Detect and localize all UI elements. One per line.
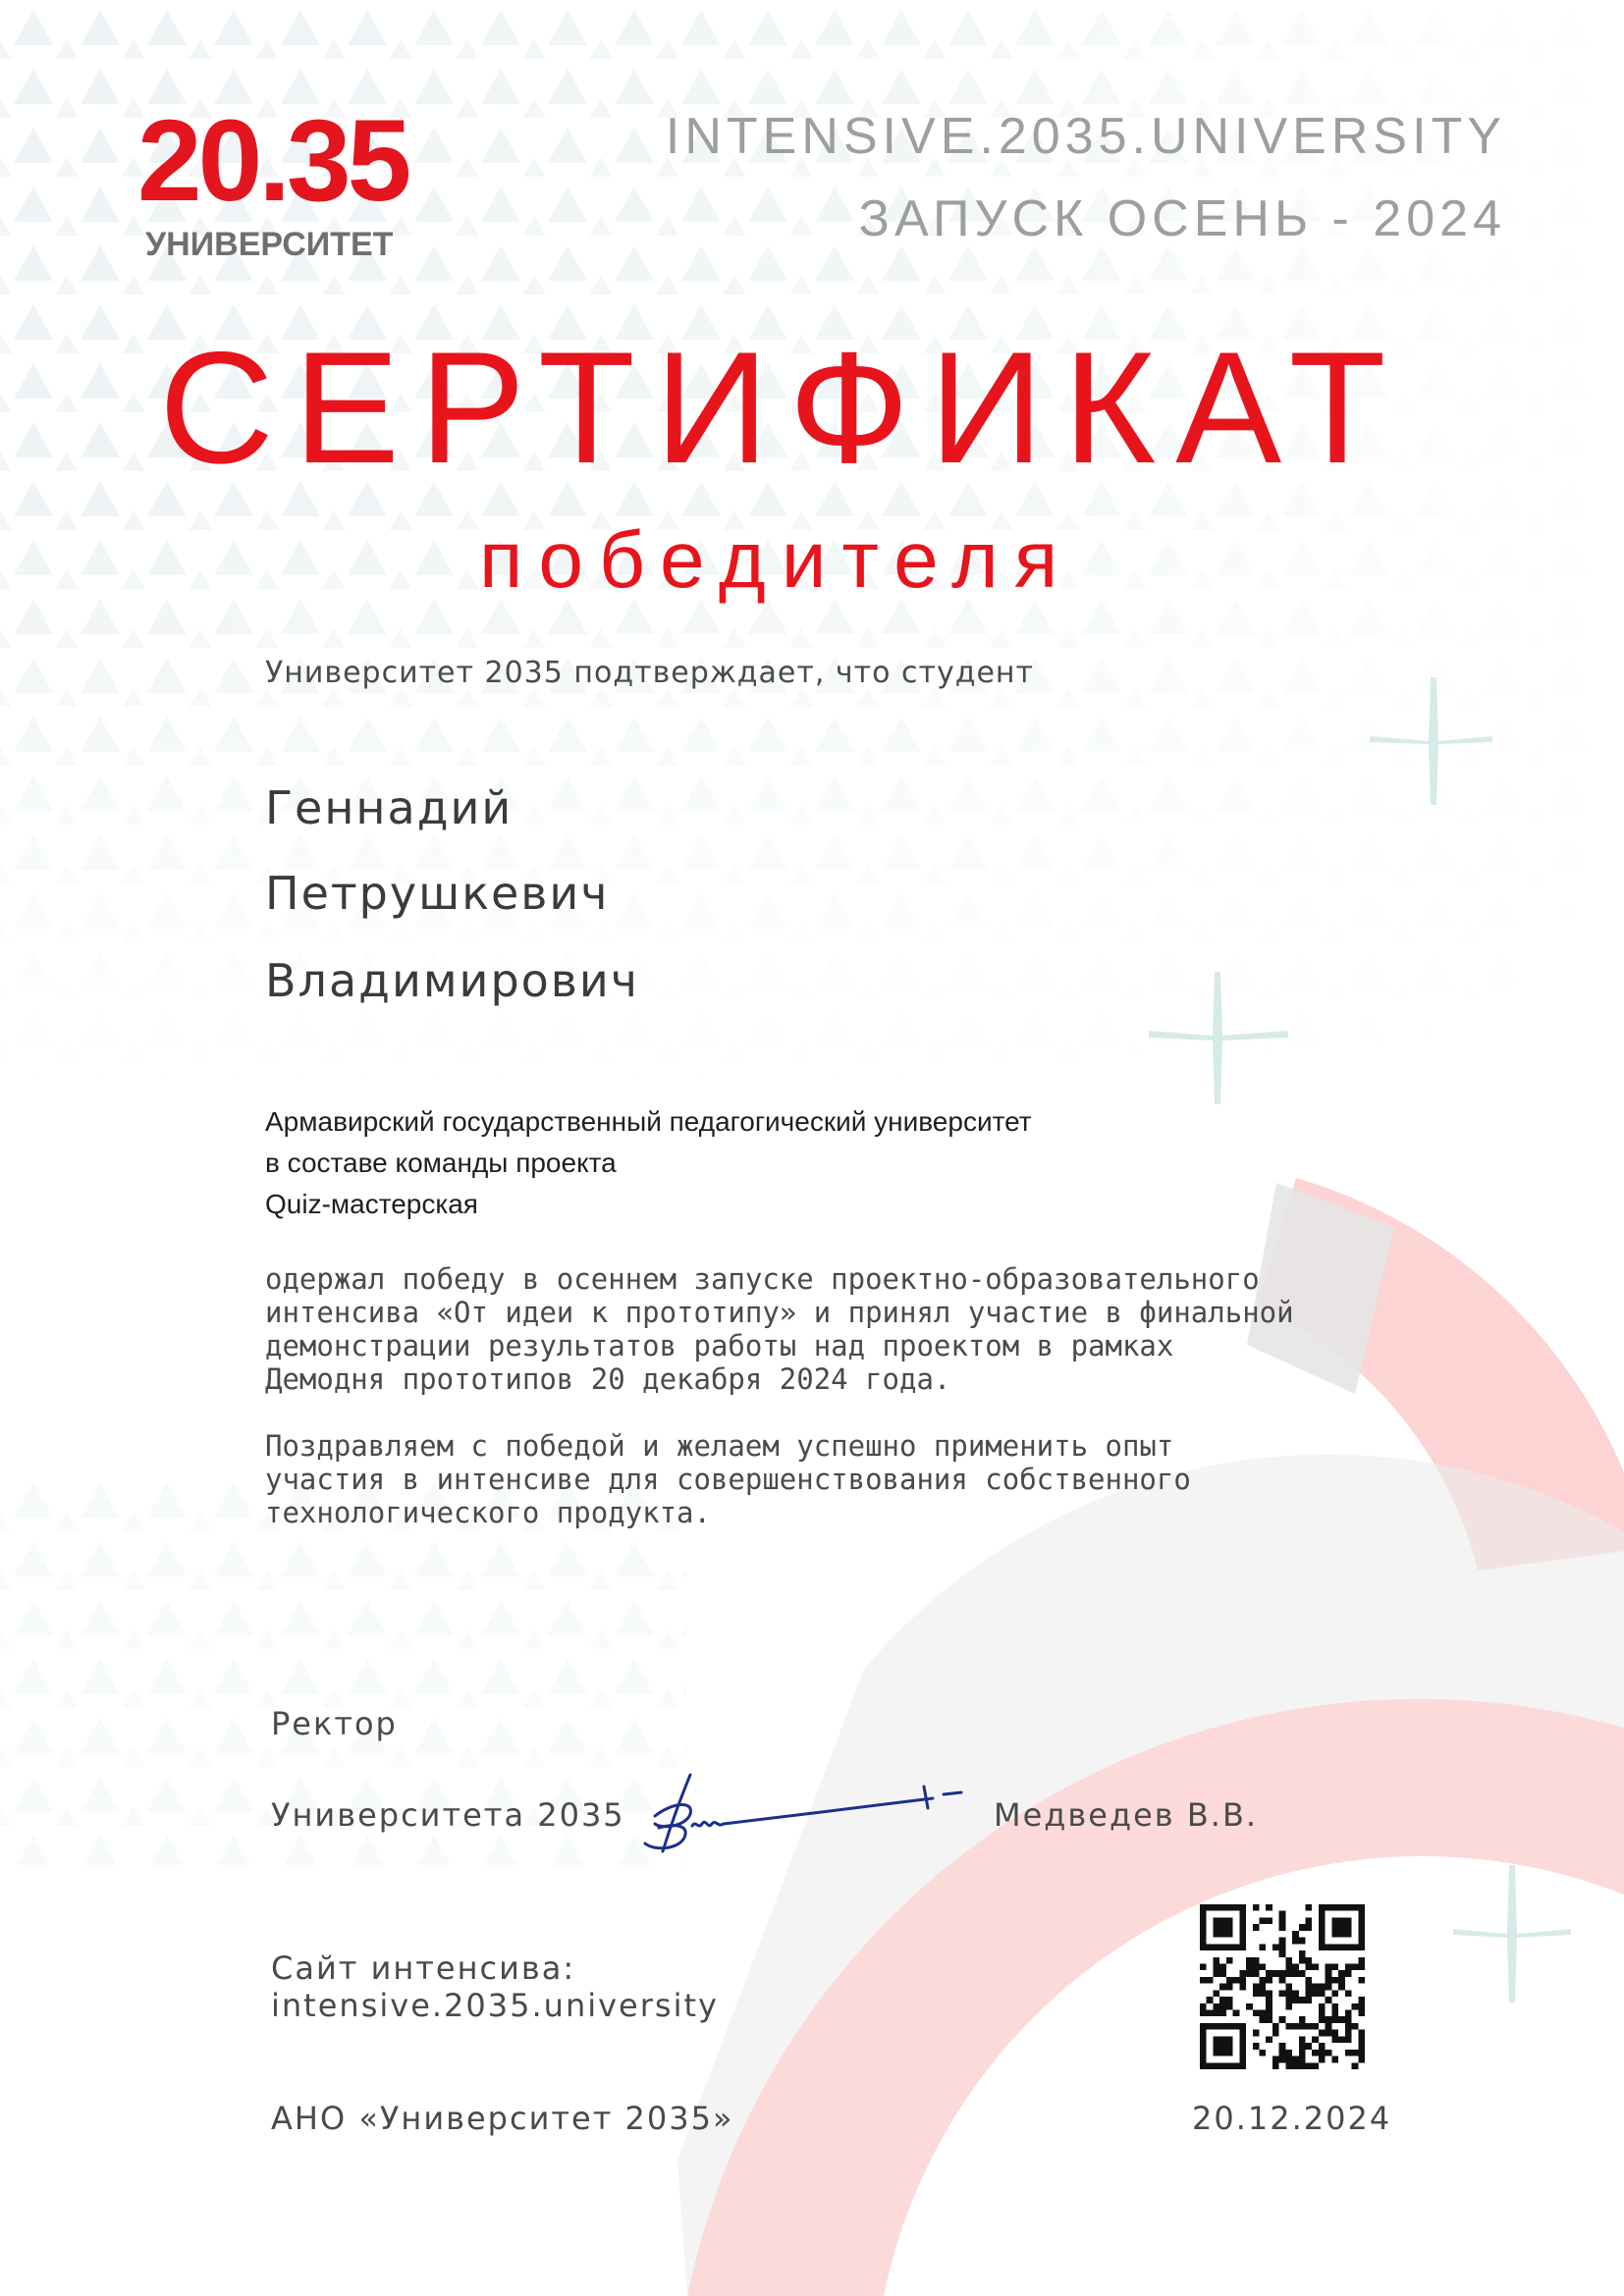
- student-first-name: Геннадий: [265, 781, 514, 834]
- achievement-paragraph: одержал победу в осеннем запуске проектно-образовательного интенсива «От идеи к прототипу» и принял участие в финальной демонстрации результатов работы над проектом в рамках Демодня прототипов 20 декабря 2024 года.: [265, 1262, 1294, 1396]
- header-right: [666, 108, 1506, 247]
- intro-text: Университет 2035 подтверждает, что студент: [265, 656, 1035, 690]
- launch-season: ЗАПУСК ОСЕНЬ - 2024: [858, 190, 1506, 247]
- plus-cross-icon: [1453, 1865, 1571, 2002]
- issuer-name: АНО «Университет 2035»: [271, 2100, 734, 2137]
- student-patronymic: Владимирович: [265, 954, 639, 1007]
- logo-word: УНИВЕРСИТЕТ: [145, 226, 394, 263]
- qr-code-icon: [1200, 1904, 1365, 2069]
- handwritten-signature-icon: [633, 1765, 967, 1863]
- site-label: Сайт интенсива:: [271, 1949, 576, 1987]
- congratulation-paragraph: Поздравляем с победой и желаем успешно применить опыт участия в интенсиве для совершенствования собственного технологического продукта.: [265, 1429, 1191, 1529]
- project-name: Quiz-мастерская: [265, 1189, 478, 1219]
- student-last-name: Петрушкевич: [265, 867, 610, 920]
- logo-number: 20.35: [137, 96, 408, 226]
- certificate-subtitle: победителя: [479, 515, 1074, 605]
- university-logo: [137, 96, 432, 270]
- rector-name: Медведев В.В.: [994, 1796, 1259, 1834]
- certificate-title: СЕРТИФИКАТ: [159, 319, 1406, 497]
- site-url[interactable]: intensive.2035.university: [271, 1987, 719, 2024]
- student-university: Армавирский государственный педагогический университет: [265, 1106, 1032, 1137]
- issue-date: 20.12.2024: [1192, 2100, 1392, 2137]
- intensive-domain: INTENSIVE.2035.UNIVERSITY: [665, 108, 1506, 165]
- rector-organization: Университета 2035: [271, 1796, 625, 1834]
- team-label: в составе команды проекта: [265, 1148, 617, 1178]
- rector-title: Ректор: [271, 1705, 398, 1742]
